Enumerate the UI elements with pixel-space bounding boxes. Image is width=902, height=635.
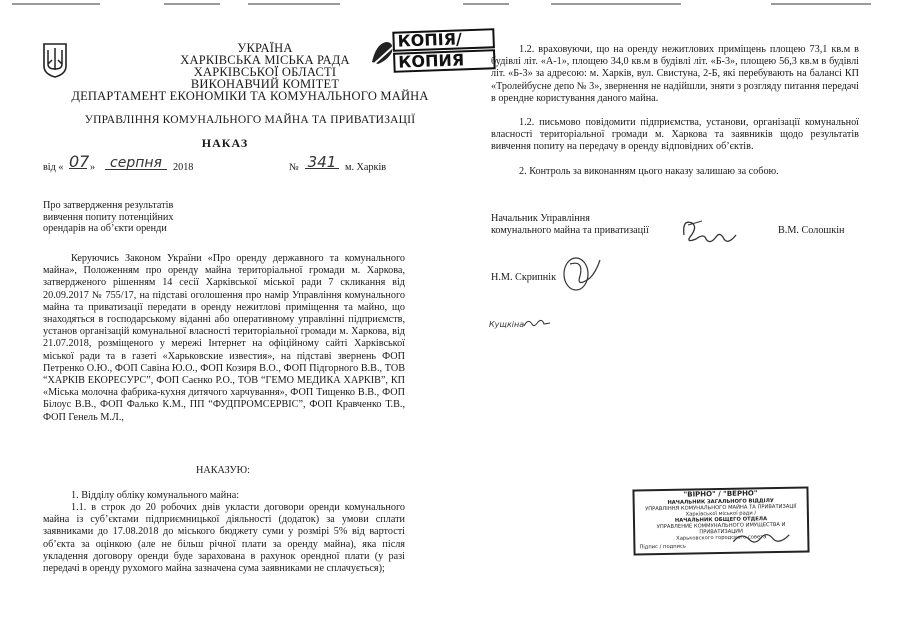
approval-note-name: Кущкіна: [489, 320, 525, 329]
scan-edge-line: [771, 3, 871, 5]
stamp-signature: [731, 529, 791, 548]
certified-copy-stamp: [632, 486, 809, 555]
scan-edge-line: [463, 3, 509, 5]
director-signature: [678, 215, 742, 247]
date-number-line: [43, 152, 423, 176]
item-1-1: 1.1. в строк до 20 робочих днів укласти договори оренди комунального майна із суб’єктами підприємницької діяльності (додаток) за умови сплати заявниками до 17.08.2018 до міського бюджету суми у розмірі 5% від вартості об’єкта за оцінкою (але не більш річної плати за оренду майна), яка після укладення договору оренди буде зарахована в рахунок орендної плати (у разі передачі в оренду рухомого майна зазначена сума заявниками не сплачується);: [43, 502, 405, 575]
subject-line: вивчення попиту потенційних: [43, 211, 174, 223]
stamp-line: УПРАВЛЕНИЕ КОММУНАЛЬНОГО ИМУЩЕСТВА И ПРИВАТИЗАЦИИ: [656, 521, 786, 536]
stamp-sign-label: Підпис / подпись: [639, 543, 686, 551]
copy-stamp-line: КОПІЯ/: [392, 28, 495, 52]
signatory-position-1: Начальник Управління: [491, 213, 590, 224]
signatory-name: В.М. Солошкін: [778, 225, 845, 236]
approval-initials: [522, 316, 552, 330]
number-prefix: №: [289, 162, 299, 173]
document-type: НАКАЗ: [201, 136, 249, 150]
executor-signature: [556, 254, 604, 294]
stamp-line: Харківської міської ради /: [685, 510, 757, 518]
date-day: 07: [69, 152, 90, 171]
orders-heading: НАКАЗУЮ:: [196, 465, 250, 476]
order-number: 341: [305, 156, 339, 169]
scan-edge-line: [551, 3, 681, 5]
header-directorate: УПРАВЛІННЯ КОМУНАЛЬНОГО МАЙНА ТА ПРИВАТИЗАЦІЇ: [84, 114, 416, 126]
executor-name: Н.М. Скрипнік: [491, 272, 557, 283]
scan-edge-line: [248, 3, 340, 5]
header-region: ХАРКІВСЬКОЇ ОБЛАСТІ: [193, 65, 337, 79]
item-2: 2. Контроль за виконанням цього наказу залишаю за собою.: [519, 166, 779, 177]
signatory-position-2: комунального майна та приватизації: [491, 225, 649, 236]
stamp-line: Харьковского городского совета: [676, 534, 767, 542]
header-executive-committee: ВИКОНАВЧИЙ КОМІТЕТ: [190, 77, 340, 91]
coat-of-arms-icon: [42, 42, 68, 78]
scan-edge-line: [164, 3, 220, 5]
header-city-council: ХАРКІВСЬКА МІСЬКА РАДА: [180, 53, 350, 67]
stamp-line: НАЧАЛЬНИК ОБЩЕГО ОТДЕЛА: [674, 516, 768, 524]
item-1-2-a: 1.2. враховуючи, що на оренду нежитлових приміщень площею 73,1 кв.м в будівлі літ. «А-1», площею 34,0 кв.м в будівлі літ. «Б-3», площею 56,3 кв.м в будівлі літ. «Б-3» за адресою: м. Харків, вул. Свистуна, 2-Б, які перебувають на балансі КП «Тролейбусне депо № 3», звернення не надійшли, зняти з розгляду питання передачі в орендне користування даного майна.: [491, 44, 859, 104]
header-country: УКРАЇНА: [237, 41, 293, 55]
header-department: ДЕПАРТАМЕНТ ЕКОНОМІКИ ТА КОМУНАЛЬНОГО МАЙНА: [71, 89, 429, 103]
preamble-paragraph: Керуючись Законом України «Про оренду державного та комунального майна», Положенням про оренду майна територіальної громади м. Харкова, затвердженого рішенням 14 сесії Харківської міської ради 7 скликання від 20.09.2017 № 755/17, на підставі оголошення про намір Управління комунального майна та приватизації передати в оренду нежитлові приміщення та майно, що знаходяться в господарському віданні або оперативному управлінні підприємств, установ організацій комунальної власності територіальної громади м. Харкова, від 21.07.2018, розміщеного у мережі Інтернет на офіційному сайті Харківської міської ради та в газеті «Харьковские известия», на підставі звернень ФОП Петренко О.Ю., ФОП Савіна Ю.О., ФОП Козиря В.О., ФОП Підгорного В.В., ТОВ “ХАРКІВ ЕКОРЕСУРС”, ФОП Саєнко Р.О., ТОВ “ГЕМО МЕДИКА ХАРКІВ”, КП «Міська молочна фабрика-кухня дитячого харчування», ФОП Тищенко В.В., ФОП Білоус В.В., ФОП Фалько К.М., ПП “ФУДПРОМСЕРВІС”, ФОП Кравченко Т.В., ФОП Генель М.Л.,: [43, 253, 405, 423]
date-prefix: від «: [43, 162, 64, 173]
item-1-2-b: 1.2. письмово повідомити підприємства, установи, організації комунальної власності територіальної громади м. Харкова та заявників щодо результатів вивчення попиту на передачу в оренду відповідних об’єктів.: [491, 117, 859, 153]
subject-line: Про затвердження результатів: [43, 200, 174, 211]
order-subject: [43, 200, 243, 235]
copy-stamp-line: КОПИЯ: [393, 49, 496, 73]
scan-edge-line: [12, 3, 100, 5]
date-month: серпня: [105, 157, 167, 170]
item-1: 1. Відділу обліку комунального майна:: [71, 490, 240, 501]
date-quote-close: »: [90, 162, 96, 173]
subject-line: орендарів на об’єкти оренди: [43, 223, 167, 234]
order-city: м. Харків: [345, 162, 387, 173]
copy-stamp: [392, 28, 495, 74]
stamp-line: УПРАВЛІННЯ КОМУНАЛЬНОГО МАЙНА ТА ПРИВАТИЗАЦІЇ: [645, 503, 797, 513]
date-year: 2018: [173, 162, 194, 173]
stamp-title: "ВІРНО" / "ВЕРНО": [683, 489, 758, 499]
stamp-line: НАЧАЛЬНИК ЗАГАЛЬНОГО ВІДДІЛУ: [667, 498, 774, 506]
